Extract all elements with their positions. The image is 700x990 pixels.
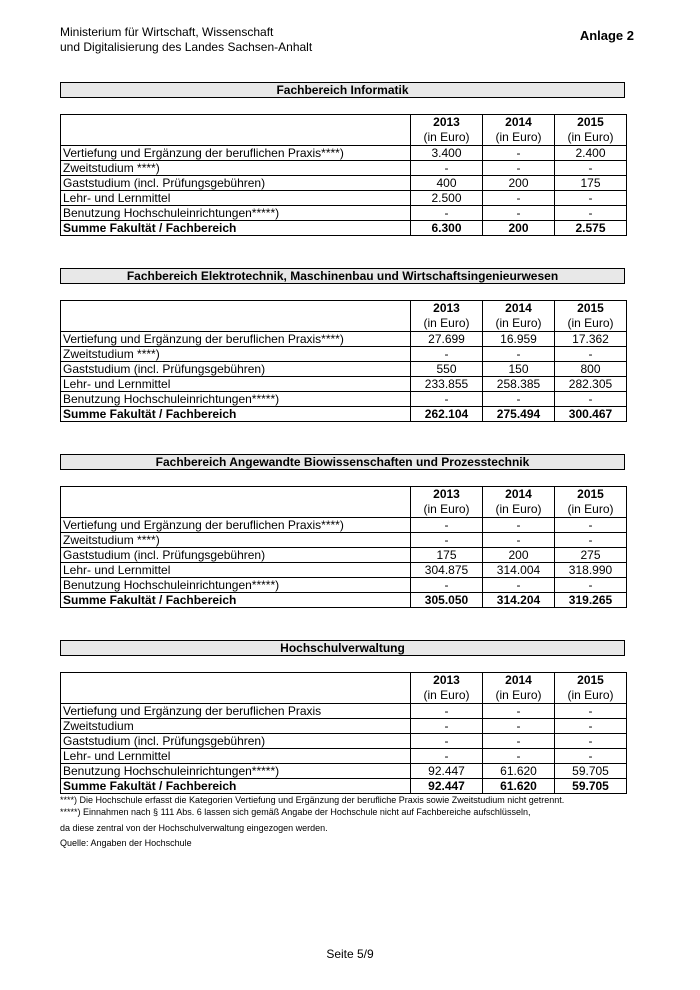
sum-label: Summe Fakultät / Fachbereich: [61, 407, 411, 422]
row-value: -: [555, 704, 627, 719]
row-label: Lehr- und Lernmittel: [61, 377, 411, 392]
table-row: [61, 764, 627, 779]
row-value: -: [555, 191, 627, 206]
row-value: -: [411, 392, 483, 407]
sum-value: 305.050: [411, 593, 483, 608]
sum-label: Summe Fakultät / Fachbereich: [61, 593, 411, 608]
table-row: [61, 347, 627, 362]
row-value: -: [555, 749, 627, 764]
row-value: -: [483, 533, 555, 548]
table-row: [61, 206, 627, 221]
table-row: [61, 176, 627, 191]
row-value: 550: [411, 362, 483, 377]
row-value: -: [483, 347, 555, 362]
row-label: Vertiefung und Ergänzung der beruflichen Praxis****): [61, 518, 411, 533]
ministry-header: [60, 25, 312, 55]
table-row: [61, 548, 627, 563]
row-value: -: [483, 578, 555, 593]
row-label: Benutzung Hochschuleinrichtungen*****): [61, 206, 411, 221]
sum-row: [61, 221, 627, 236]
finance-table: [60, 114, 627, 236]
table-row: [61, 161, 627, 176]
row-value: 282.305: [555, 377, 627, 392]
finance-table: [60, 486, 627, 608]
row-value: 400: [411, 176, 483, 191]
sum-value: 2.575: [555, 221, 627, 236]
table-row: [61, 332, 627, 347]
row-value: 800: [555, 362, 627, 377]
row-value: 150: [483, 362, 555, 377]
row-value: 27.699: [411, 332, 483, 347]
unit-header: (in Euro): [555, 130, 627, 146]
row-label: Lehr- und Lernmittel: [61, 749, 411, 764]
sum-value: 319.265: [555, 593, 627, 608]
finance-table: [60, 672, 627, 794]
row-value: 92.447: [411, 764, 483, 779]
ministry-line-1: Ministerium für Wirtschaft, Wissenschaft: [60, 25, 274, 39]
sum-value: 262.104: [411, 407, 483, 422]
year-header: 2013: [411, 487, 483, 503]
row-value: -: [483, 206, 555, 221]
row-label: Lehr- und Lernmittel: [61, 191, 411, 206]
row-value: 175: [555, 176, 627, 191]
row-value: -: [483, 749, 555, 764]
row-label: Zweitstudium ****): [61, 347, 411, 362]
row-value: 200: [483, 176, 555, 191]
row-value: -: [483, 191, 555, 206]
row-value: -: [555, 347, 627, 362]
row-value: 175: [411, 548, 483, 563]
row-value: -: [483, 392, 555, 407]
table-row: [61, 146, 627, 161]
year-header: 2015: [555, 115, 627, 131]
row-label: Gaststudium (incl. Prüfungsgebühren): [61, 362, 411, 377]
ministry-line-2: und Digitalisierung des Landes Sachsen-Anhalt: [60, 40, 313, 54]
footnote-2a: *****) Einnahmen nach § 111 Abs. 6 lassen sich gemäß Angabe der Hochschule nicht auf Fachbereiche aufschlüsseln,: [60, 807, 531, 817]
source-note: Quelle: Angaben der Hochschule: [60, 838, 192, 848]
row-label: Gaststudium (incl. Prüfungsgebühren): [61, 548, 411, 563]
unit-header: (in Euro): [411, 688, 483, 704]
row-value: -: [483, 146, 555, 161]
table-row: [61, 191, 627, 206]
row-value: -: [411, 719, 483, 734]
row-value: -: [483, 161, 555, 176]
sum-label: Summe Fakultät / Fachbereich: [61, 221, 411, 236]
row-value: -: [483, 734, 555, 749]
row-label: Vertiefung und Ergänzung der beruflichen Praxis: [61, 704, 411, 719]
sum-value: 300.467: [555, 407, 627, 422]
row-value: 59.705: [555, 764, 627, 779]
row-value: -: [483, 704, 555, 719]
section-title: Fachbereich Angewandte Biowissenschaften und Prozesstechnik: [60, 454, 625, 470]
section-title: Fachbereich Elektrotechnik, Maschinenbau und Wirtschaftsingenieurwesen: [60, 268, 625, 284]
header-blank-cell: [61, 673, 411, 704]
row-value: 258.385: [483, 377, 555, 392]
row-label: Benutzung Hochschuleinrichtungen*****): [61, 764, 411, 779]
header-blank-cell: [61, 301, 411, 332]
unit-header: (in Euro): [411, 316, 483, 332]
row-value: -: [555, 533, 627, 548]
sum-value: 59.705: [555, 779, 627, 794]
table-row: [61, 518, 627, 533]
unit-header: (in Euro): [555, 688, 627, 704]
row-value: 233.855: [411, 377, 483, 392]
row-value: -: [555, 734, 627, 749]
sum-row: [61, 779, 627, 794]
row-value: 2.400: [555, 146, 627, 161]
row-value: 3.400: [411, 146, 483, 161]
year-header: 2014: [483, 673, 555, 689]
year-header: 2015: [555, 301, 627, 317]
sum-row: [61, 593, 627, 608]
table-row: [61, 719, 627, 734]
sum-value: 92.447: [411, 779, 483, 794]
row-value: -: [555, 392, 627, 407]
table-row: [61, 749, 627, 764]
year-header: 2014: [483, 301, 555, 317]
year-header: 2014: [483, 487, 555, 503]
row-label: Benutzung Hochschuleinrichtungen*****): [61, 578, 411, 593]
row-value: -: [411, 704, 483, 719]
row-value: -: [555, 578, 627, 593]
year-header: 2013: [411, 115, 483, 131]
row-value: -: [555, 518, 627, 533]
row-value: 2.500: [411, 191, 483, 206]
unit-header: (in Euro): [411, 130, 483, 146]
unit-header: (in Euro): [483, 316, 555, 332]
row-value: -: [555, 161, 627, 176]
row-value: -: [411, 518, 483, 533]
row-label: Gaststudium (incl. Prüfungsgebühren): [61, 176, 411, 191]
header-blank-cell: [61, 487, 411, 518]
sum-value: 275.494: [483, 407, 555, 422]
row-value: -: [483, 719, 555, 734]
table-row: [61, 533, 627, 548]
row-value: -: [411, 347, 483, 362]
year-header: 2013: [411, 301, 483, 317]
table-row: [61, 377, 627, 392]
row-label: Zweitstudium ****): [61, 161, 411, 176]
row-label: Vertiefung und Ergänzung der beruflichen Praxis****): [61, 146, 411, 161]
row-value: -: [411, 749, 483, 764]
sum-row: [61, 407, 627, 422]
unit-header: (in Euro): [483, 688, 555, 704]
row-value: -: [411, 206, 483, 221]
year-header: 2014: [483, 115, 555, 131]
row-value: 200: [483, 548, 555, 563]
row-value: -: [411, 734, 483, 749]
table-row: [61, 392, 627, 407]
annex-label: Anlage 2: [579, 28, 634, 43]
footnote-2b: da diese zentral von der Hochschulverwaltung eingezogen werden.: [60, 823, 328, 833]
year-header: 2015: [555, 487, 627, 503]
unit-header: (in Euro): [555, 502, 627, 518]
footnote-1: ****) Die Hochschule erfasst die Kategorien Vertiefung und Ergänzung der berufliche Praxis sowie Zweitstudium nicht getrennt.: [60, 795, 565, 805]
sum-label: Summe Fakultät / Fachbereich: [61, 779, 411, 794]
finance-table: [60, 300, 627, 422]
section-title: Fachbereich Informatik: [60, 82, 625, 98]
row-label: Zweitstudium: [61, 719, 411, 734]
table-row: [61, 734, 627, 749]
table-row: [61, 362, 627, 377]
table-row: [61, 578, 627, 593]
row-value: -: [411, 533, 483, 548]
unit-header: (in Euro): [555, 316, 627, 332]
row-value: -: [555, 719, 627, 734]
row-value: -: [555, 206, 627, 221]
sum-value: 200: [483, 221, 555, 236]
year-header: 2015: [555, 673, 627, 689]
row-label: Benutzung Hochschuleinrichtungen*****): [61, 392, 411, 407]
row-value: 17.362: [555, 332, 627, 347]
row-value: -: [411, 578, 483, 593]
sum-value: 61.620: [483, 779, 555, 794]
page-number: Seite 5/9: [326, 947, 374, 961]
row-value: 61.620: [483, 764, 555, 779]
row-value: -: [411, 161, 483, 176]
unit-header: (in Euro): [483, 130, 555, 146]
row-label: Lehr- und Lernmittel: [61, 563, 411, 578]
unit-header: (in Euro): [411, 502, 483, 518]
row-label: Gaststudium (incl. Prüfungsgebühren): [61, 734, 411, 749]
row-value: 304.875: [411, 563, 483, 578]
sum-value: 6.300: [411, 221, 483, 236]
row-value: 318.990: [555, 563, 627, 578]
row-value: 314.004: [483, 563, 555, 578]
row-label: Zweitstudium ****): [61, 533, 411, 548]
unit-header: (in Euro): [483, 502, 555, 518]
row-value: 16.959: [483, 332, 555, 347]
sum-value: 314.204: [483, 593, 555, 608]
row-value: -: [483, 518, 555, 533]
table-row: [61, 563, 627, 578]
row-value: 275: [555, 548, 627, 563]
table-row: [61, 704, 627, 719]
header-blank-cell: [61, 115, 411, 146]
year-header: 2013: [411, 673, 483, 689]
row-label: Vertiefung und Ergänzung der beruflichen Praxis****): [61, 332, 411, 347]
section-title: Hochschulverwaltung: [60, 640, 625, 656]
